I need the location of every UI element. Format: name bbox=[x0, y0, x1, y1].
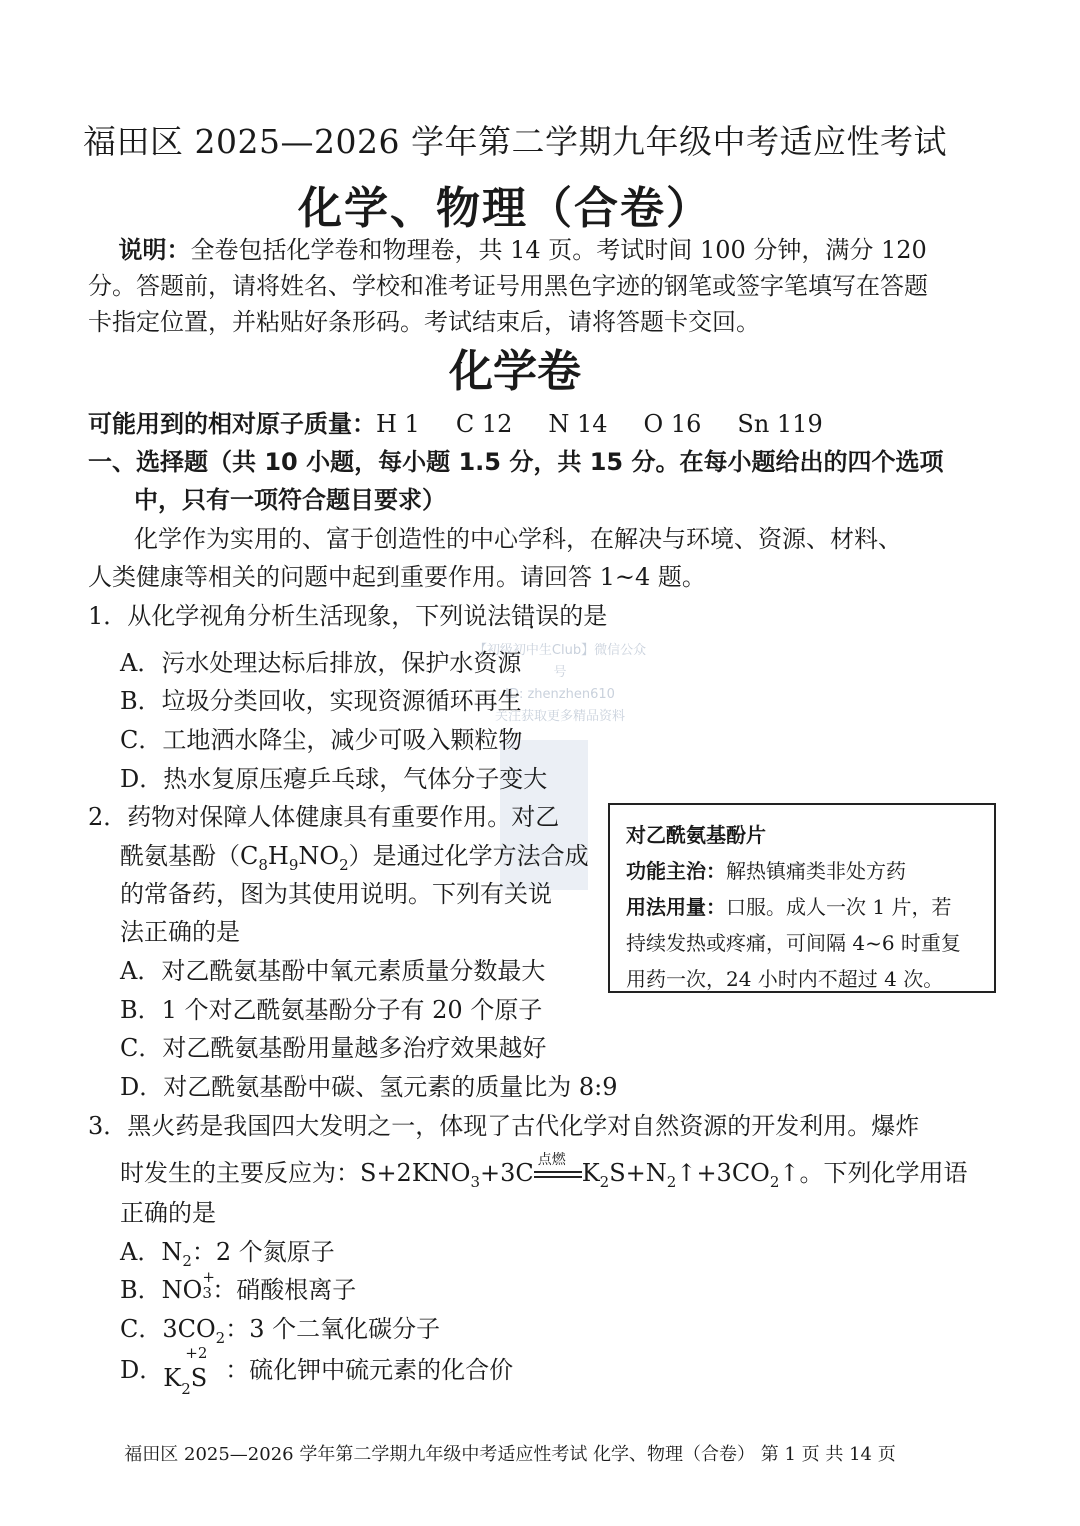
function-label: 功能主治： bbox=[626, 859, 726, 883]
section-title: 化学卷 bbox=[449, 346, 581, 397]
question-text: 药物对保障人体健康具有重要作用。对乙 bbox=[127, 803, 560, 831]
condition-text: 点燃 bbox=[537, 1151, 566, 1168]
question-3-option-b bbox=[120, 1270, 356, 1305]
atomic-mass-label: 可能用到的相对原子质量： bbox=[88, 410, 376, 438]
question-text: 的是 bbox=[559, 602, 608, 630]
option-text: ：2 个氮原子 bbox=[191, 1238, 335, 1266]
question-3-option-c bbox=[120, 1309, 440, 1347]
medicine-usage bbox=[626, 889, 984, 925]
subscript: 2 bbox=[181, 1379, 191, 1398]
question-3-stem bbox=[88, 1106, 919, 1141]
subscript: 3 bbox=[470, 1172, 480, 1191]
question-3-option-a bbox=[120, 1232, 335, 1270]
medicine-name: 对乙酰氨基酚片 bbox=[626, 823, 766, 847]
atomic-mass-item: Sn 119 bbox=[737, 410, 823, 438]
option-text: D． bbox=[120, 1356, 164, 1384]
question-2-option-d: D．对乙酰氨基酚中碳、氢元素的质量比为 8:9 bbox=[120, 1073, 618, 1101]
subscript: 2 bbox=[182, 1251, 192, 1270]
part1-heading-cont: 中，只有一项符合题目要求） bbox=[134, 486, 446, 514]
question-2-option-a: A．对乙酰氨基酚中氧元素质量分数最大 bbox=[120, 957, 546, 985]
atomic-mass-item: N 14 bbox=[548, 410, 608, 438]
atomic-mass-item: C 12 bbox=[455, 410, 513, 438]
question-2-option-c: C．对乙酰氨基酚用量越多治疗效果越好 bbox=[120, 1034, 547, 1062]
option-text: B．NO bbox=[120, 1276, 203, 1304]
subscript: 3 bbox=[202, 1284, 212, 1302]
question-text: 酰氨基酚（C bbox=[120, 842, 259, 870]
question-1-stem bbox=[88, 596, 607, 631]
question-3-option-d bbox=[120, 1344, 514, 1398]
page-footer: 福田区 2025—2026 学年第二学期九年级中考适应性考试 化学、物理（合卷） 第 1 页 共 14 页 bbox=[124, 1444, 896, 1465]
question-text: S+N bbox=[609, 1159, 667, 1187]
question-1-option-b: B．垃圾分类回收，实现资源循环再生 bbox=[120, 687, 522, 715]
desc-text: 全卷包括化学卷和物理卷，共 14 页。考试时间 100 分钟，满分 120 分。答题前，请将姓名、学校和准考证号用黑色字迹的钢笔或签字笔填写在答题卡指定位置，并粘贴好条形码。考试结束后，请将答题卡交回。 bbox=[88, 236, 928, 336]
emphasis-text: 错误 bbox=[511, 602, 560, 630]
subject-title: 化学、物理（合卷） bbox=[298, 183, 712, 234]
question-3-stem-line: 正确的是 bbox=[120, 1199, 216, 1227]
equals-sign bbox=[534, 1171, 582, 1178]
desc-label: 说明： bbox=[118, 236, 191, 264]
part1-heading: 一、选择题（共 10 小题，每小题 1.5 分，共 15 分。在每小题给出的四个选项 bbox=[88, 448, 944, 476]
question-text: 时发生的主要反应为：S+2KNO bbox=[120, 1159, 471, 1187]
question-3-equation-line bbox=[120, 1153, 968, 1191]
valence-formula bbox=[163, 1344, 208, 1398]
question-2-stem-line bbox=[120, 836, 589, 874]
question-1-option-a: A．污水处理达标后排放，保护水资源 bbox=[120, 649, 522, 677]
question-number: 1． bbox=[88, 602, 128, 630]
usage-text: 口服。成人一次 1 片，若 bbox=[726, 895, 952, 919]
watermark-line: 【初级初中生Club】微信公众号 bbox=[473, 643, 647, 680]
subscript: 2 bbox=[339, 855, 349, 874]
question-2-stem-line: 法正确的是 bbox=[120, 918, 240, 946]
superscript: + bbox=[202, 1268, 215, 1286]
question-text: ↑。下列化学用语 bbox=[779, 1159, 968, 1187]
medicine-usage-line: 持续发热或疼痛，可间隔 4~6 时重复 bbox=[626, 931, 961, 955]
option-text: C．3CO bbox=[120, 1315, 216, 1343]
subscript: 2 bbox=[666, 1172, 677, 1191]
watermark-line: 关注获取更多精品资料 bbox=[494, 709, 625, 724]
subscript: 2 bbox=[215, 1328, 226, 1347]
question-text: H bbox=[267, 842, 289, 870]
atomic-mass-item: O 16 bbox=[643, 410, 702, 438]
question-text: NO bbox=[298, 842, 340, 870]
medicine-label-box bbox=[608, 803, 996, 993]
question-text: ）是通过化学方法合成 bbox=[348, 842, 589, 870]
medicine-usage-line: 用药一次，24 小时内不超过 4 次。 bbox=[626, 967, 944, 991]
question-text: 从化学视角分析生活现象，下列说法 bbox=[127, 602, 512, 630]
question-number: 3． bbox=[88, 1112, 128, 1140]
subscript: 2 bbox=[769, 1172, 780, 1191]
question-1-option-d: D．热水复原压瘪乒乓球，气体分子变大 bbox=[120, 765, 548, 793]
subscript: 2 bbox=[599, 1172, 610, 1191]
medicine-function bbox=[626, 853, 984, 889]
usage-label: 用法用量： bbox=[626, 895, 726, 919]
option-text: A．N bbox=[120, 1238, 183, 1266]
subscript: 8 bbox=[258, 855, 268, 874]
function-text: 解热镇痛类非处方药 bbox=[726, 859, 906, 883]
atomic-mass-item: H 1 bbox=[376, 410, 420, 438]
question-2-option-b: B．1 个对乙酰氨基酚分子有 20 个原子 bbox=[120, 996, 543, 1024]
part1-intro-cont: 人类健康等相关的问题中起到重要作用。请回答 1~4 题。 bbox=[88, 563, 706, 591]
question-text: +3C bbox=[479, 1159, 534, 1187]
question-text: ↑+3CO bbox=[676, 1159, 770, 1187]
atomic-mass-line bbox=[88, 404, 859, 439]
option-text: ：3 个二氧化碳分子 bbox=[225, 1315, 441, 1343]
reaction-condition bbox=[534, 1151, 582, 1185]
option-text: ：硫化钾中硫元素的化合价 bbox=[225, 1356, 514, 1384]
valence-mark: +2 bbox=[185, 1344, 208, 1362]
ion-notation bbox=[202, 1268, 215, 1304]
exam-title: 福田区 2025—2026 学年第二学期九年级中考适应性考试 bbox=[83, 122, 947, 161]
formula-text: S bbox=[190, 1364, 208, 1392]
question-2-stem-line: 的常备药，图为其使用说明。下列有关说 bbox=[120, 880, 552, 908]
formula-text: K bbox=[163, 1364, 182, 1392]
question-text: K bbox=[581, 1159, 600, 1187]
part1-intro: 化学作为实用的、富于创造性的中心学科，在解决与环境、资源、材料、 bbox=[134, 525, 902, 553]
watermark-line: ID: zhenzhen610 bbox=[505, 687, 615, 702]
option-text: ：硝酸根离子 bbox=[212, 1276, 357, 1304]
question-2-stem bbox=[88, 797, 559, 832]
exam-description bbox=[88, 232, 948, 340]
subscript: 9 bbox=[288, 855, 299, 874]
question-1-option-c: C．工地洒水降尘，减少可吸入颗粒物 bbox=[120, 726, 523, 754]
question-text: 黑火药是我国四大发明之一，体现了古代化学对自然资源的开发利用。爆炸 bbox=[127, 1112, 920, 1140]
question-number: 2． bbox=[88, 803, 128, 831]
